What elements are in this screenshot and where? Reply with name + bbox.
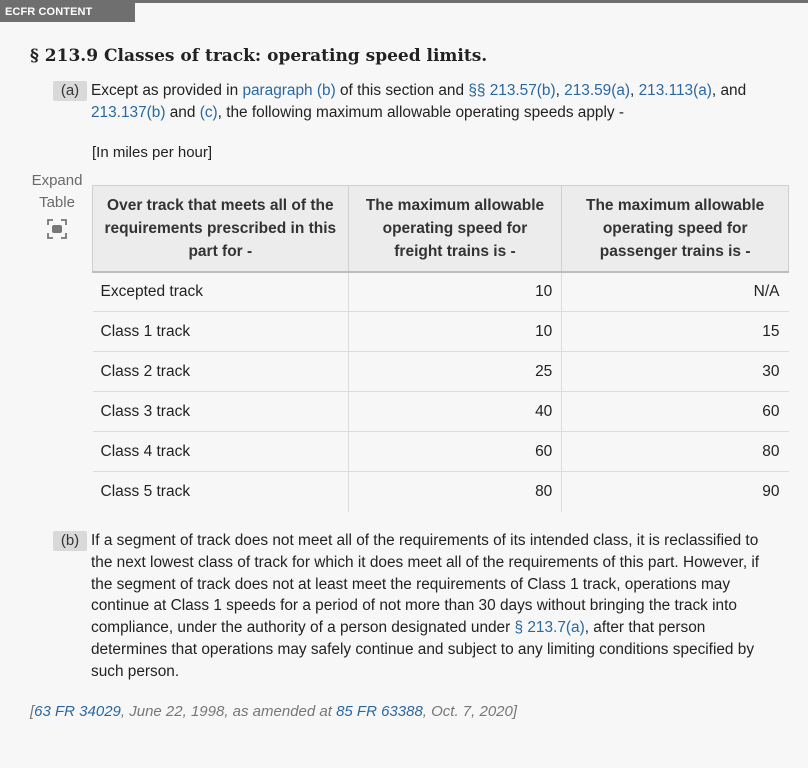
- units-note: [In miles per hour]: [92, 144, 213, 161]
- passenger-speed-cell: 15: [562, 312, 789, 352]
- header-passenger-speed: The maximum allowable operating speed for passenger trains is -: [562, 186, 789, 272]
- header-track-requirements: Over track that meets all of the requirements prescribed in this part for -: [93, 186, 349, 272]
- text-segment: , Oct. 7, 2020]: [422, 703, 518, 720]
- expand-label-line2: Table: [39, 194, 75, 211]
- table-row: [93, 352, 789, 392]
- passenger-speed-cell: 60: [562, 392, 789, 432]
- text-segment: , the following maximum allowable operating speeds apply -: [217, 103, 624, 121]
- text-segment: [: [30, 703, 35, 720]
- freight-speed-cell: 10: [348, 312, 562, 352]
- paragraph-a-label[interactable]: (a): [53, 81, 87, 101]
- source-citation: [30, 703, 517, 720]
- section-title: § 213.9 Classes of track: operating speed limits.: [30, 46, 488, 66]
- link-213-7a[interactable]: § 213.7(a): [514, 619, 585, 637]
- freight-speed-cell: 40: [348, 392, 562, 432]
- link-213-137b[interactable]: 213.137(b): [91, 103, 166, 121]
- freight-speed-cell: 25: [348, 352, 562, 392]
- passenger-speed-cell: N/A: [562, 272, 789, 312]
- header-freight-speed: The maximum allowable operating speed for freight trains is -: [348, 186, 562, 272]
- text-segment: ,: [555, 82, 565, 99]
- link-213-59a[interactable]: 213.59(a): [564, 82, 631, 99]
- table-row: [93, 312, 789, 352]
- track-class-cell: Class 5 track: [93, 472, 349, 512]
- paragraph-a-text: [91, 80, 783, 124]
- link-paragraph-b[interactable]: paragraph (b): [242, 82, 336, 99]
- table-row: [93, 432, 789, 472]
- ecfr-content-tag: ECFR CONTENT: [0, 3, 135, 22]
- paragraph-b: [53, 530, 783, 683]
- paragraph-b-text: [91, 530, 783, 683]
- table-row: [93, 392, 789, 432]
- track-class-cell: Class 2 track: [93, 352, 349, 392]
- text-segment: of this section and: [335, 82, 469, 99]
- text-segment: , and: [711, 82, 747, 99]
- freight-speed-cell: 10: [348, 272, 562, 312]
- speed-limits-table: [92, 185, 789, 512]
- passenger-speed-cell: 80: [562, 432, 789, 472]
- link-63-fr-34029[interactable]: 63 FR 34029: [34, 703, 121, 720]
- link-85-fr-63388[interactable]: 85 FR 63388: [336, 703, 423, 720]
- text-segment: , after that person determines that operations may safely continue and subject to any limiting conditions specified by such person.: [91, 619, 755, 680]
- freight-speed-cell: 80: [348, 472, 562, 512]
- expand-icon[interactable]: [46, 218, 68, 240]
- link-213-57b[interactable]: §§ 213.57(b): [468, 82, 556, 99]
- paragraph-a: [53, 80, 783, 124]
- table-header-row: [93, 186, 789, 272]
- link-213-113a[interactable]: 213.113(a): [638, 82, 712, 99]
- freight-speed-cell: 60: [348, 432, 562, 472]
- text-segment: and: [165, 103, 200, 121]
- track-class-cell: Excepted track: [93, 272, 349, 312]
- passenger-speed-cell: 30: [562, 352, 789, 392]
- expand-label-line1: Expand: [31, 172, 83, 189]
- text-segment: ,: [630, 82, 639, 99]
- track-class-cell: Class 3 track: [93, 392, 349, 432]
- track-class-cell: Class 4 track: [93, 432, 349, 472]
- table-row: [93, 272, 789, 312]
- paragraph-b-label[interactable]: (b): [53, 531, 87, 551]
- track-class-cell: Class 1 track: [93, 312, 349, 352]
- table-row: [93, 472, 789, 512]
- expand-table-button[interactable]: [28, 170, 86, 240]
- text-segment: If a segment of track does not meet all of the requirements of its intended class, it is reclassified to the next lowest class of track for which it does meet all of the requirements of this part. However, if the segment of track does not at least meet the requirements of Class 1 track, operations may continue at Class 1 speeds for a period of not more than 30 days without bringing the track into compliance, under the authority of a person designated under: [91, 532, 760, 637]
- text-segment: , June 22, 1998, as amended at: [120, 703, 337, 720]
- text-segment: Except as provided in: [91, 82, 243, 99]
- passenger-speed-cell: 90: [762, 482, 780, 500]
- link-c[interactable]: (c): [199, 103, 218, 121]
